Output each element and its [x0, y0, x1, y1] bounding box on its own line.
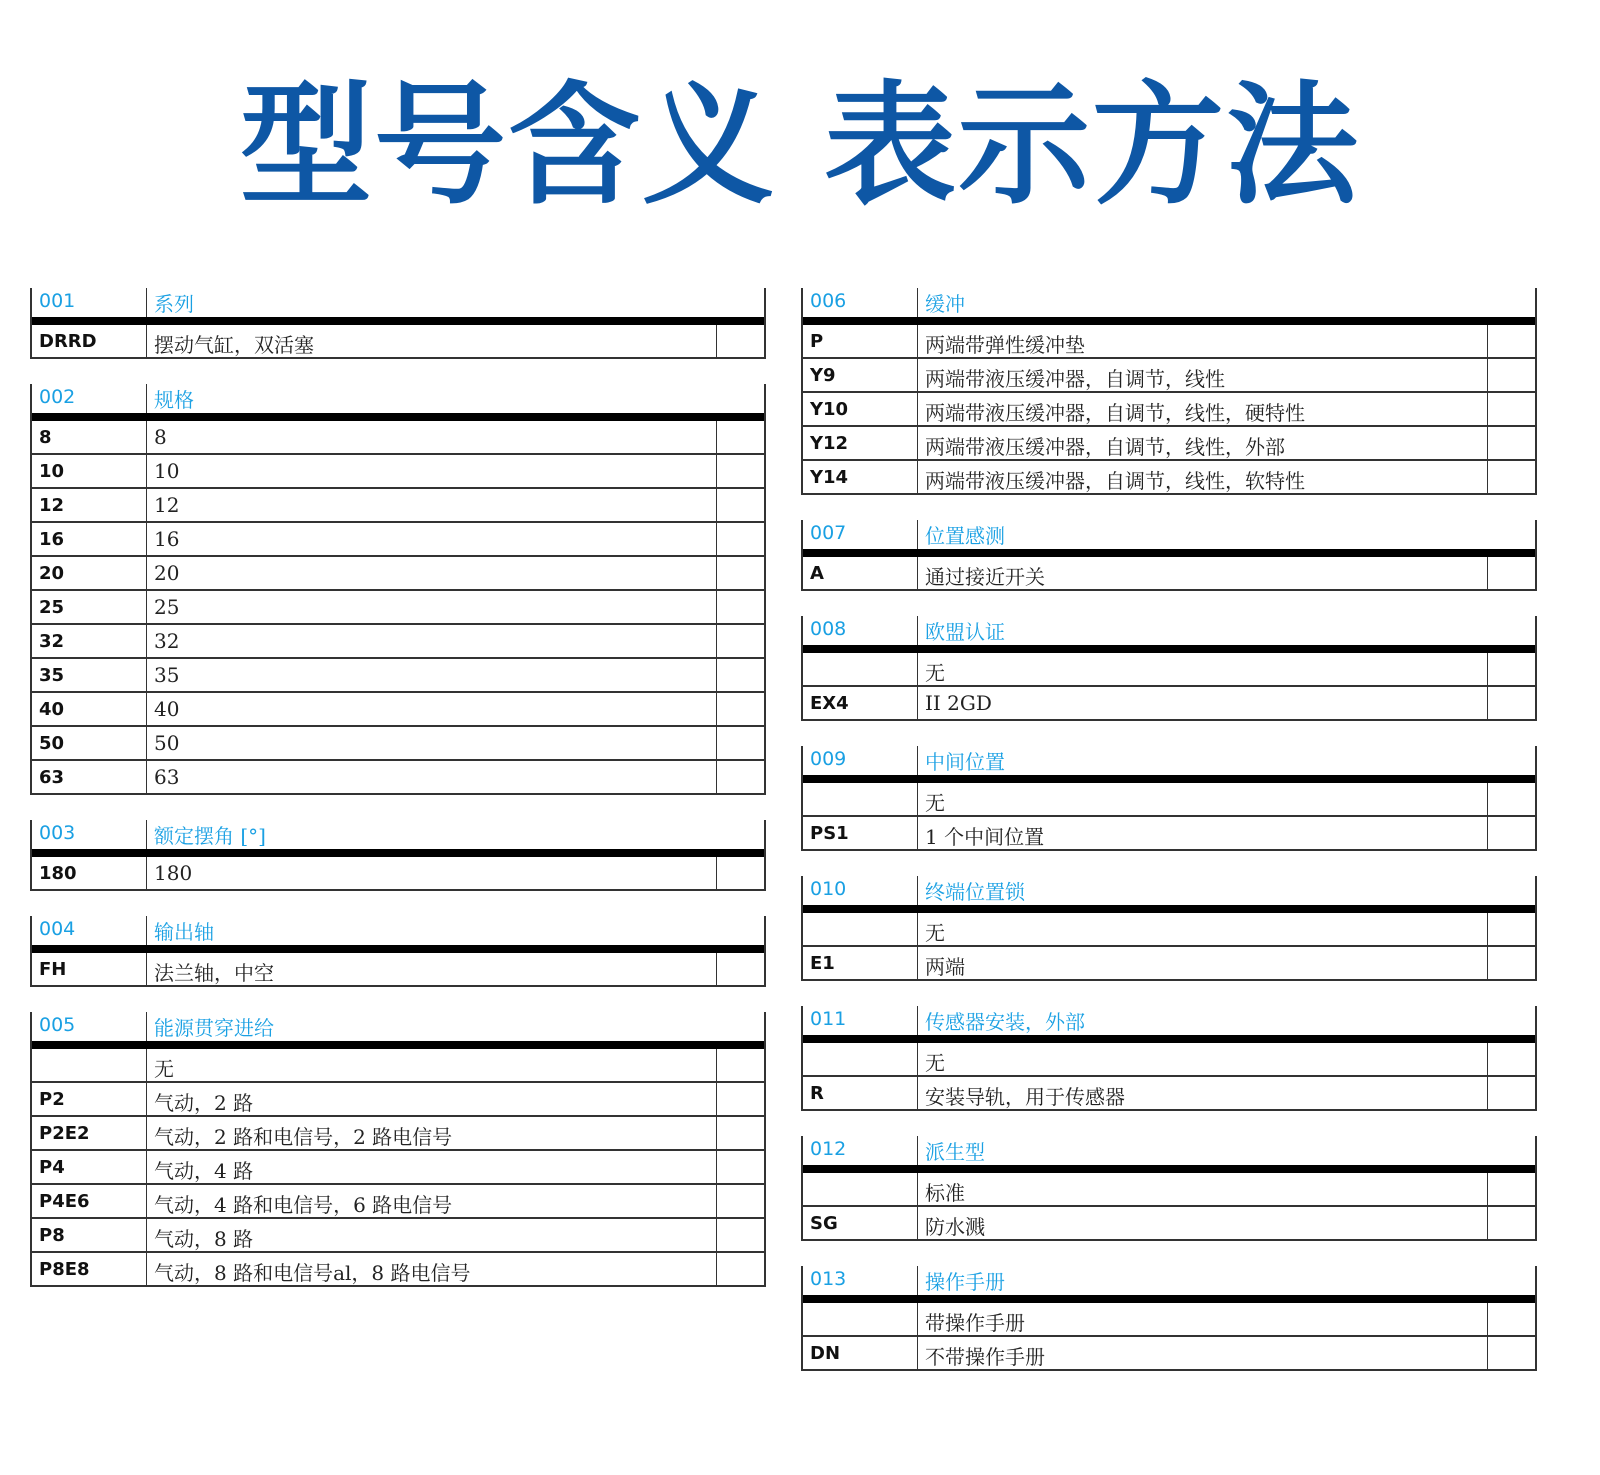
divider [146, 761, 147, 793]
option-description: 16 [154, 527, 180, 551]
group-header [32, 384, 764, 421]
group-number: 002 [39, 386, 76, 408]
option-row [32, 455, 764, 489]
group-name: 传感器安装，外部 [925, 1010, 1085, 1034]
option-group-010 [801, 876, 1537, 981]
group-header [803, 288, 1535, 325]
option-description: 50 [154, 731, 180, 755]
divider [146, 384, 147, 413]
group-header [803, 1136, 1535, 1173]
group-name: 操作手册 [925, 1270, 1005, 1294]
option-row [803, 427, 1535, 461]
divider [917, 876, 918, 905]
option-row [32, 1049, 764, 1083]
selection-cell-divider [1487, 1207, 1488, 1239]
option-description: 摆动气缸，双活塞 [154, 333, 314, 357]
option-description: 气动，8 路 [154, 1227, 254, 1251]
option-code: 12 [39, 495, 65, 516]
selection-cell-divider [1487, 1043, 1488, 1075]
group-name: 中间位置 [925, 750, 1005, 774]
option-row [32, 857, 764, 891]
selection-cell-divider [1487, 947, 1488, 979]
option-code: 63 [39, 767, 65, 788]
option-row [32, 1219, 764, 1253]
option-row [803, 1077, 1535, 1111]
option-description: 两端带液压缓冲器，自调节，线性 [925, 367, 1225, 391]
option-code: 180 [39, 863, 77, 884]
divider [146, 1253, 147, 1285]
divider [917, 325, 918, 357]
option-code: 40 [39, 699, 65, 720]
option-description: II 2GD [925, 691, 992, 715]
selection-cell-divider [716, 591, 717, 623]
option-row [32, 727, 764, 761]
group-name: 规格 [154, 388, 194, 412]
group-number: 006 [810, 290, 847, 312]
divider [917, 1266, 918, 1295]
divider [917, 947, 918, 979]
option-group-001 [30, 288, 766, 359]
option-description: 40 [154, 697, 180, 721]
selection-cell-divider [716, 1253, 717, 1285]
option-row [32, 489, 764, 523]
option-description: 气动，4 路 [154, 1159, 254, 1183]
divider [917, 913, 918, 945]
divider [146, 1151, 147, 1183]
option-row [32, 523, 764, 557]
option-code: Y12 [810, 433, 849, 454]
divider [146, 1083, 147, 1115]
divider [917, 783, 918, 815]
group-number: 004 [39, 918, 76, 940]
option-row [32, 659, 764, 693]
divider [146, 421, 147, 453]
option-row [32, 1185, 764, 1219]
option-description: 63 [154, 765, 180, 789]
selection-cell-divider [1487, 1337, 1488, 1369]
option-row [803, 913, 1535, 947]
option-group-007 [801, 520, 1537, 591]
group-header [32, 820, 764, 857]
option-code: 16 [39, 529, 65, 550]
option-group-009 [801, 746, 1537, 851]
option-code: R [810, 1083, 824, 1104]
option-code: PS1 [810, 823, 849, 844]
selection-cell-divider [716, 693, 717, 725]
option-row [32, 557, 764, 591]
option-description: 10 [154, 459, 180, 483]
divider [146, 489, 147, 521]
option-description: 两端 [925, 955, 965, 979]
option-description: 无 [925, 1051, 945, 1075]
group-header [803, 1006, 1535, 1043]
selection-cell-divider [716, 1219, 717, 1251]
divider [146, 1049, 147, 1081]
option-row [32, 761, 764, 795]
selection-cell-divider [1487, 817, 1488, 849]
option-row [803, 1173, 1535, 1207]
selection-cell-divider [1487, 913, 1488, 945]
option-description: 1 个中间位置 [925, 825, 1045, 849]
option-code: 25 [39, 597, 65, 618]
group-name: 缓冲 [925, 292, 965, 316]
divider [146, 1185, 147, 1217]
divider [146, 953, 147, 985]
option-row [803, 1337, 1535, 1371]
option-row [32, 1083, 764, 1117]
selection-cell-divider [716, 421, 717, 453]
divider [146, 916, 147, 945]
option-description: 20 [154, 561, 180, 585]
group-name: 位置感测 [925, 524, 1005, 548]
option-description: 无 [925, 921, 945, 945]
option-row [32, 693, 764, 727]
divider [917, 557, 918, 589]
group-header [803, 520, 1535, 557]
option-description: 防水溅 [925, 1215, 985, 1239]
divider [917, 1043, 918, 1075]
selection-cell-divider [716, 325, 717, 357]
divider [146, 325, 147, 357]
selection-cell-divider [1487, 393, 1488, 425]
divider [917, 427, 918, 459]
option-code: 8 [39, 427, 52, 448]
option-row [32, 1253, 764, 1287]
selection-cell-divider [716, 489, 717, 521]
option-description: 气动，2 路 [154, 1091, 254, 1115]
divider [917, 359, 918, 391]
option-code: P8 [39, 1225, 65, 1246]
option-code: 35 [39, 665, 65, 686]
group-number: 012 [810, 1138, 847, 1160]
option-code: 50 [39, 733, 65, 754]
option-description: 安装导轨，用于传感器 [925, 1085, 1125, 1109]
option-description: 法兰轴，中空 [154, 961, 274, 985]
option-group-011 [801, 1006, 1537, 1111]
divider [917, 1303, 918, 1335]
option-code: SG [810, 1213, 838, 1234]
group-name: 额定摆角 [°] [154, 824, 266, 848]
divider [917, 461, 918, 493]
selection-cell-divider [1487, 461, 1488, 493]
option-group-002 [30, 384, 766, 795]
selection-cell-divider [716, 455, 717, 487]
divider [917, 1077, 918, 1109]
divider [146, 693, 147, 725]
divider [146, 857, 147, 889]
option-description: 气动，4 路和电信号，6 路电信号 [154, 1193, 453, 1217]
selection-cell-divider [1487, 359, 1488, 391]
option-row [32, 1151, 764, 1185]
option-group-004 [30, 916, 766, 987]
divider [146, 288, 147, 317]
selection-cell-divider [1487, 687, 1488, 719]
divider [917, 1173, 918, 1205]
divider [917, 1136, 918, 1165]
option-row [803, 1207, 1535, 1241]
option-description: 32 [154, 629, 180, 653]
selection-cell-divider [1487, 1173, 1488, 1205]
divider [917, 393, 918, 425]
option-row [803, 1043, 1535, 1077]
option-description: 标准 [925, 1181, 965, 1205]
group-header [803, 746, 1535, 783]
group-name: 派生型 [925, 1140, 985, 1164]
option-code: FH [39, 959, 67, 980]
group-number: 005 [39, 1014, 76, 1036]
option-row [803, 557, 1535, 591]
divider [917, 616, 918, 645]
group-name: 能源贯穿进给 [154, 1016, 274, 1040]
divider [917, 1006, 918, 1035]
option-description: 12 [154, 493, 180, 517]
selection-cell-divider [716, 1151, 717, 1183]
option-code: P2 [39, 1089, 65, 1110]
option-description: 两端带液压缓冲器，自调节，线性，外部 [925, 435, 1285, 459]
group-name: 系列 [154, 292, 194, 316]
option-code: EX4 [810, 693, 849, 714]
group-number: 013 [810, 1268, 847, 1290]
selection-cell-divider [1487, 557, 1488, 589]
option-code: Y10 [810, 399, 849, 420]
option-code: 10 [39, 461, 65, 482]
selection-cell-divider [1487, 427, 1488, 459]
option-row [803, 359, 1535, 393]
divider [146, 1012, 147, 1041]
option-description: 带操作手册 [925, 1311, 1025, 1335]
divider [917, 687, 918, 719]
group-header [803, 616, 1535, 653]
option-code: E1 [810, 953, 835, 974]
left-column [30, 288, 766, 1312]
selection-cell-divider [716, 1185, 717, 1217]
option-row [803, 393, 1535, 427]
option-group-008 [801, 616, 1537, 721]
selection-cell-divider [1487, 1077, 1488, 1109]
option-description: 两端带液压缓冲器，自调节，线性，软特性 [925, 469, 1305, 493]
selection-cell-divider [1487, 653, 1488, 685]
divider [146, 659, 147, 691]
option-row [803, 947, 1535, 981]
selection-cell-divider [716, 953, 717, 985]
option-description: 气动，8 路和电信号al，8 路电信号 [154, 1261, 471, 1285]
option-code: DN [810, 1343, 841, 1364]
selection-cell-divider [716, 1117, 717, 1149]
option-code: DRRD [39, 331, 97, 352]
option-description: 两端带弹性缓冲垫 [925, 333, 1085, 357]
option-row [803, 687, 1535, 721]
option-row [803, 783, 1535, 817]
option-group-012 [801, 1136, 1537, 1241]
option-description: 180 [154, 861, 193, 885]
selection-cell-divider [716, 1083, 717, 1115]
divider [146, 1219, 147, 1251]
divider [917, 817, 918, 849]
option-code: P [810, 331, 824, 352]
selection-cell-divider [716, 727, 717, 759]
option-description: 25 [154, 595, 180, 619]
group-name: 终端位置锁 [925, 880, 1025, 904]
divider [917, 288, 918, 317]
option-description: 气动，2 路和电信号，2 路电信号 [154, 1125, 453, 1149]
divider [146, 523, 147, 555]
group-number: 011 [810, 1008, 847, 1030]
group-header [803, 1266, 1535, 1303]
option-description: 无 [154, 1057, 174, 1081]
divider [146, 1117, 147, 1149]
selection-cell-divider [716, 523, 717, 555]
option-code: P4E6 [39, 1191, 90, 1212]
option-row [32, 325, 764, 359]
selection-cell-divider [716, 1049, 717, 1081]
option-code: 20 [39, 563, 65, 584]
divider [917, 653, 918, 685]
option-group-006 [801, 288, 1537, 495]
group-number: 008 [810, 618, 847, 640]
option-row [803, 817, 1535, 851]
divider [146, 591, 147, 623]
option-code: Y14 [810, 467, 849, 488]
group-header [32, 916, 764, 953]
selection-cell-divider [716, 557, 717, 589]
option-code: A [810, 563, 824, 584]
option-description: 两端带液压缓冲器，自调节，线性，硬特性 [925, 401, 1305, 425]
option-description: 无 [925, 661, 945, 685]
divider [146, 820, 147, 849]
group-number: 003 [39, 822, 76, 844]
page-title: 型号含义 表示方法 [240, 68, 1360, 223]
option-code: P8E8 [39, 1259, 90, 1280]
option-description: 8 [154, 425, 167, 449]
divider [917, 746, 918, 775]
group-number: 001 [39, 290, 76, 312]
selection-cell-divider [716, 857, 717, 889]
selection-cell-divider [1487, 783, 1488, 815]
option-row [32, 625, 764, 659]
divider [146, 727, 147, 759]
option-group-003 [30, 820, 766, 891]
divider [146, 455, 147, 487]
option-code: P2E2 [39, 1123, 90, 1144]
option-row [32, 1117, 764, 1151]
right-column [801, 288, 1537, 1396]
option-description: 35 [154, 663, 180, 687]
group-number: 009 [810, 748, 847, 770]
option-group-013 [801, 1266, 1537, 1371]
option-row [803, 461, 1535, 495]
option-description: 不带操作手册 [925, 1345, 1045, 1369]
divider [917, 1207, 918, 1239]
group-header [803, 876, 1535, 913]
option-row [803, 653, 1535, 687]
selection-cell-divider [716, 625, 717, 657]
divider [146, 625, 147, 657]
group-number: 007 [810, 522, 847, 544]
group-header [32, 288, 764, 325]
option-description: 无 [925, 791, 945, 815]
option-row [32, 591, 764, 625]
option-code: P4 [39, 1157, 65, 1178]
group-name: 欧盟认证 [925, 620, 1005, 644]
option-row [803, 1303, 1535, 1337]
option-code: 32 [39, 631, 65, 652]
option-description: 通过接近开关 [925, 565, 1045, 589]
option-row [803, 325, 1535, 359]
group-number: 010 [810, 878, 847, 900]
option-row [32, 953, 764, 987]
option-code: Y9 [810, 365, 836, 386]
selection-cell-divider [716, 761, 717, 793]
divider [917, 1337, 918, 1369]
group-header [32, 1012, 764, 1049]
selection-cell-divider [1487, 1303, 1488, 1335]
divider [146, 557, 147, 589]
option-group-005 [30, 1012, 766, 1287]
divider [917, 520, 918, 549]
option-row [32, 421, 764, 455]
selection-cell-divider [716, 659, 717, 691]
group-name: 输出轴 [154, 920, 214, 944]
selection-cell-divider [1487, 325, 1488, 357]
